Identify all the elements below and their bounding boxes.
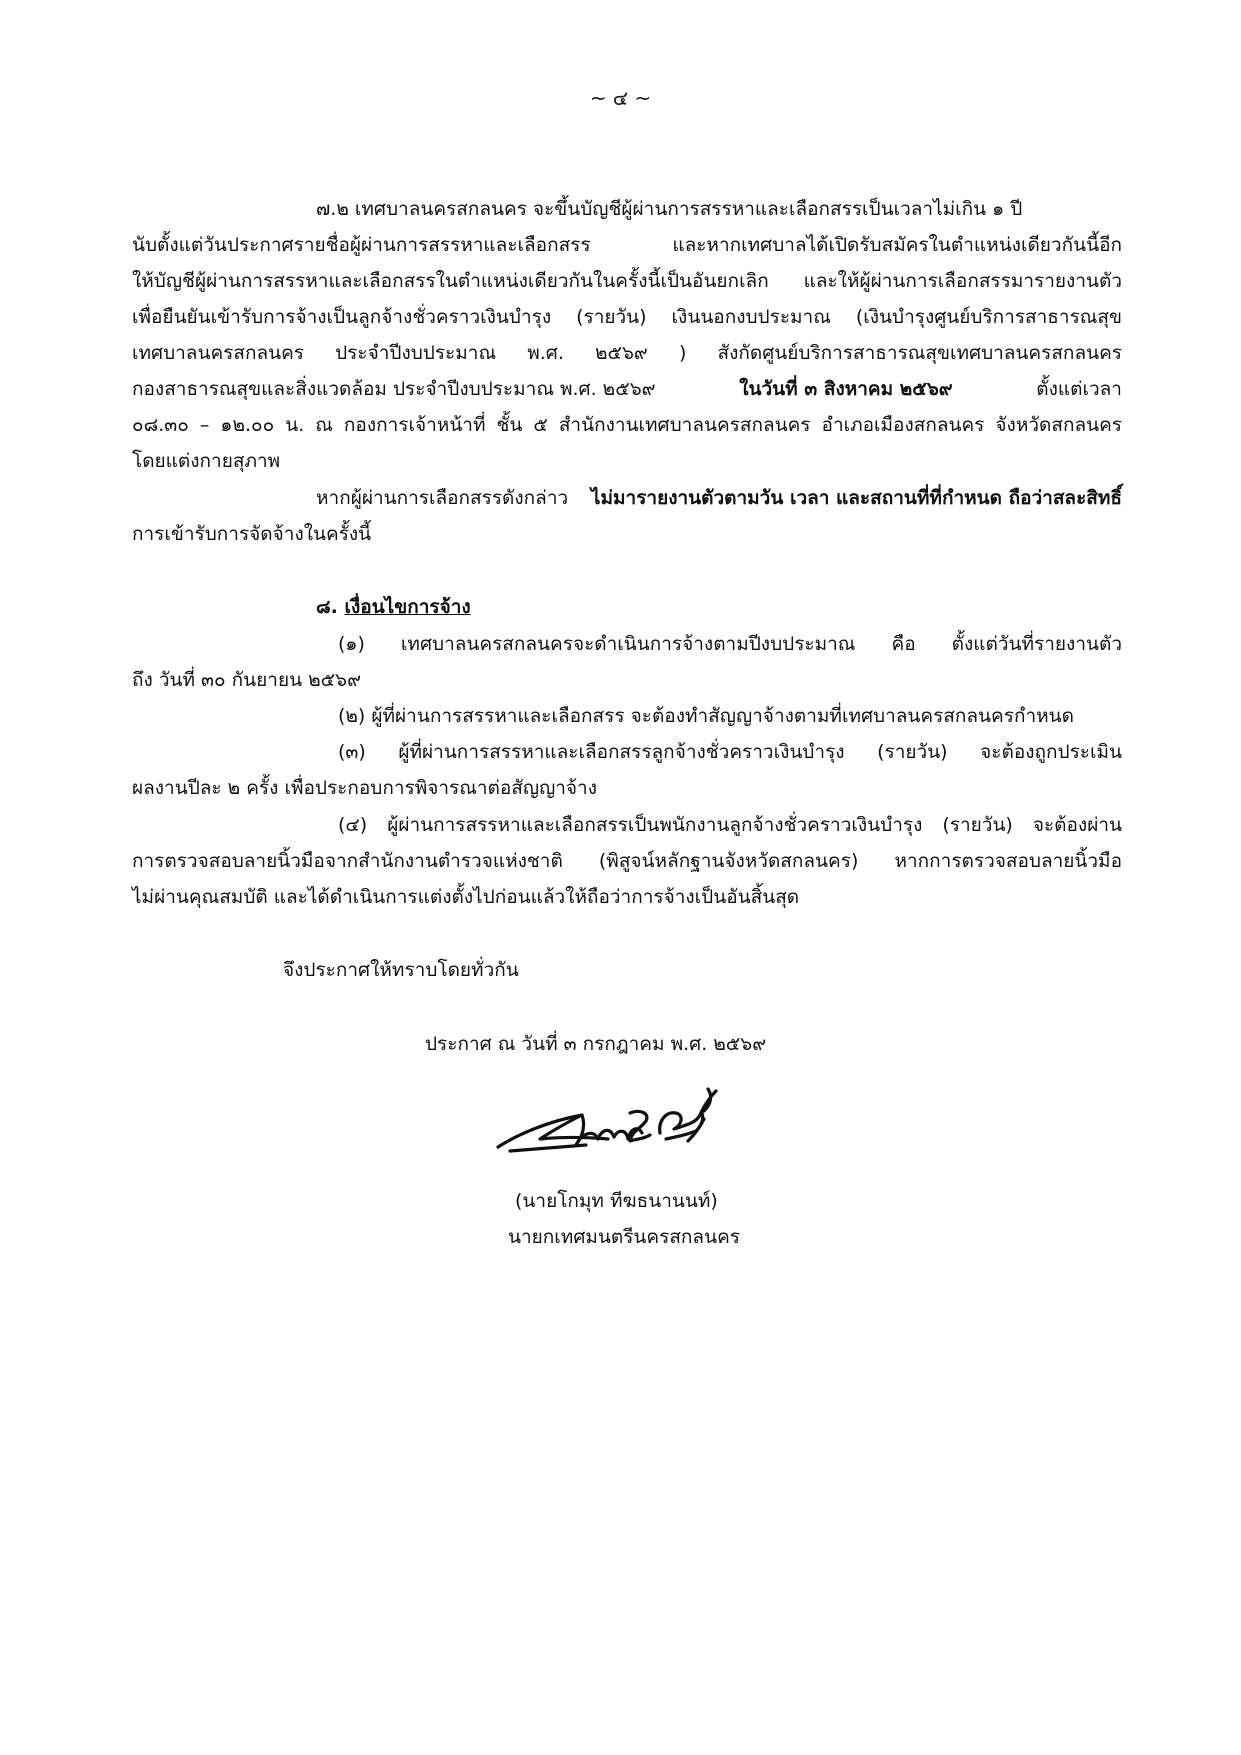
section-7-2-line-8: โดยแต่งกายสุภาพ xyxy=(132,450,281,472)
forfeit-warning-pre: หากผู้ผ่านการเลือกสรรดังกล่าว xyxy=(316,487,569,509)
handwritten-signature xyxy=(490,1085,740,1175)
forfeit-warning-bold: ไม่มารายงานตัวตามวัน เวลา และสถานที่ที่กำหนด ถือว่าสละสิทธิ์ xyxy=(590,487,1122,509)
section-7-2-line-3: ให้บัญชีผู้ผ่านการสรรหาและเลือกสรรในตำแหน่งเดียวกันในครั้งนี้เป็นอันยกเลิก และให้ผู้ผ่านการเลือกสรรมารายงานตัว xyxy=(132,270,1122,292)
condition-3-line-1: (๓) ผู้ที่ผ่านการสรรหาและเลือกสรรลูกจ้างชั่วคราวเงินบำรุง (รายวัน) จะต้องถูกประเมิน xyxy=(338,741,1122,763)
page-number: ~ ๔ ~ xyxy=(589,86,652,110)
condition-1-line-1: (๑) เทศบาลนครสกลนครจะดำเนินการจ้างตามปีงบประมาณ คือ ตั้งแต่วันที่รายงานตัว xyxy=(338,633,1122,655)
condition-3-line-2: ผลงานปีละ ๒ ครั้ง เพื่อประกอบการพิจารณาต่อสัญญาจ้าง xyxy=(132,777,598,799)
section-7-2-line-2: นับตั้งแต่วันประกาศรายชื่อผู้ผ่านการสรรหาและเลือกสรร และหากเทศบาลได้เปิดรับสมัครในตำแหน่งเดียวกันนี้อีก xyxy=(132,234,1122,256)
closing-statement: จึงประกาศให้ทราบโดยทั่วกัน xyxy=(283,959,519,981)
section-7-2-line-7: ๐๘.๓๐ – ๑๒.๐๐ น. ณ กองการเจ้าหน้าที่ ชั้น ๕ สำนักงานเทศบาลนครสกลนคร อำเภอเมืองสกลนคร จังหวัดสกลนคร xyxy=(132,414,1122,436)
announcement-date: ประกาศ ณ วันที่ ๓ กรกฎาคม พ.ศ. ๒๕๖๙ xyxy=(425,1033,767,1055)
section-8-number: ๘. xyxy=(316,596,338,618)
section-8-title: เงื่อนไขการจ้าง xyxy=(344,596,471,618)
section-7-2-line-1: ๗.๒ เทศบาลนครสกลนคร จะขึ้นบัญชีผู้ผ่านการสรรหาและเลือกสรรเป็นเวลาไม่เกิน ๑ ปี xyxy=(316,198,1023,220)
condition-4-line-1: (๔) ผู้ผ่านการสรรหาและเลือกสรรเป็นพนักงานลูกจ้างชั่วคราวเงินบำรุง (รายวัน) จะต้องผ่าน xyxy=(338,814,1122,836)
section-7-2-line-5: เทศบาลนครสกลนคร ประจำปีงบประมาณ พ.ศ. ๒๕๖๙ ) สังกัดศูนย์บริการสาธารณสุขเทศบาลนครสกลนคร xyxy=(132,342,1122,364)
condition-2: (๒) ผู้ที่ผ่านการสรรหาและเลือกสรร จะต้องทำสัญญาจ้างตามที่เทศบาลนครสกลนครกำหนด xyxy=(338,705,1074,727)
signatory-position: นายกเทศมนตรีนครสกลนคร xyxy=(508,1226,740,1248)
forfeit-warning-line-1 xyxy=(316,483,1122,513)
section-7-2-line-6-post: ตั้งแต่เวลา xyxy=(1036,378,1122,400)
report-date-text: ในวันที่ ๓ สิงหาคม ๒๕๖๙ xyxy=(739,378,953,400)
section-7-2-line-4: เพื่อยืนยันเข้ารับการจ้างเป็นลูกจ้างชั่วคราวเงินบำรุง (รายวัน) เงินนอกงบประมาณ (เงินบำรุงศูนย์บริการสาธารณสุข xyxy=(132,306,1122,328)
section-7-2-line-6 xyxy=(132,374,1122,404)
section-8-heading xyxy=(316,592,471,622)
condition-4-line-2: การตรวจสอบลายนิ้วมือจากสำนักงานตำรวจแห่งชาติ (พิสูจน์หลักฐานจังหวัดสกลนคร) หากการตรวจสอบลายนิ้วมือ xyxy=(132,850,1122,872)
forfeit-warning-line-2: การเข้ารับการจัดจ้างในครั้งนี้ xyxy=(132,523,372,545)
condition-1-line-2: ถึง วันที่ ๓๐ กันยายน ๒๕๖๙ xyxy=(132,669,362,691)
condition-4-line-3: ไม่ผ่านคุณสมบัติ และได้ดำเนินการแต่งตั้งไปก่อนแล้วให้ถือว่าการจ้างเป็นอันสิ้นสุด xyxy=(132,886,800,908)
section-7-2-line-6-pre: กองสาธารณสุขและสิ่งแวดล้อม ประจำปีงบประมาณ พ.ศ. ๒๕๖๙ xyxy=(132,378,656,400)
signatory-name: (นายโกมุท ทีฆธนานนท์) xyxy=(515,1190,718,1212)
